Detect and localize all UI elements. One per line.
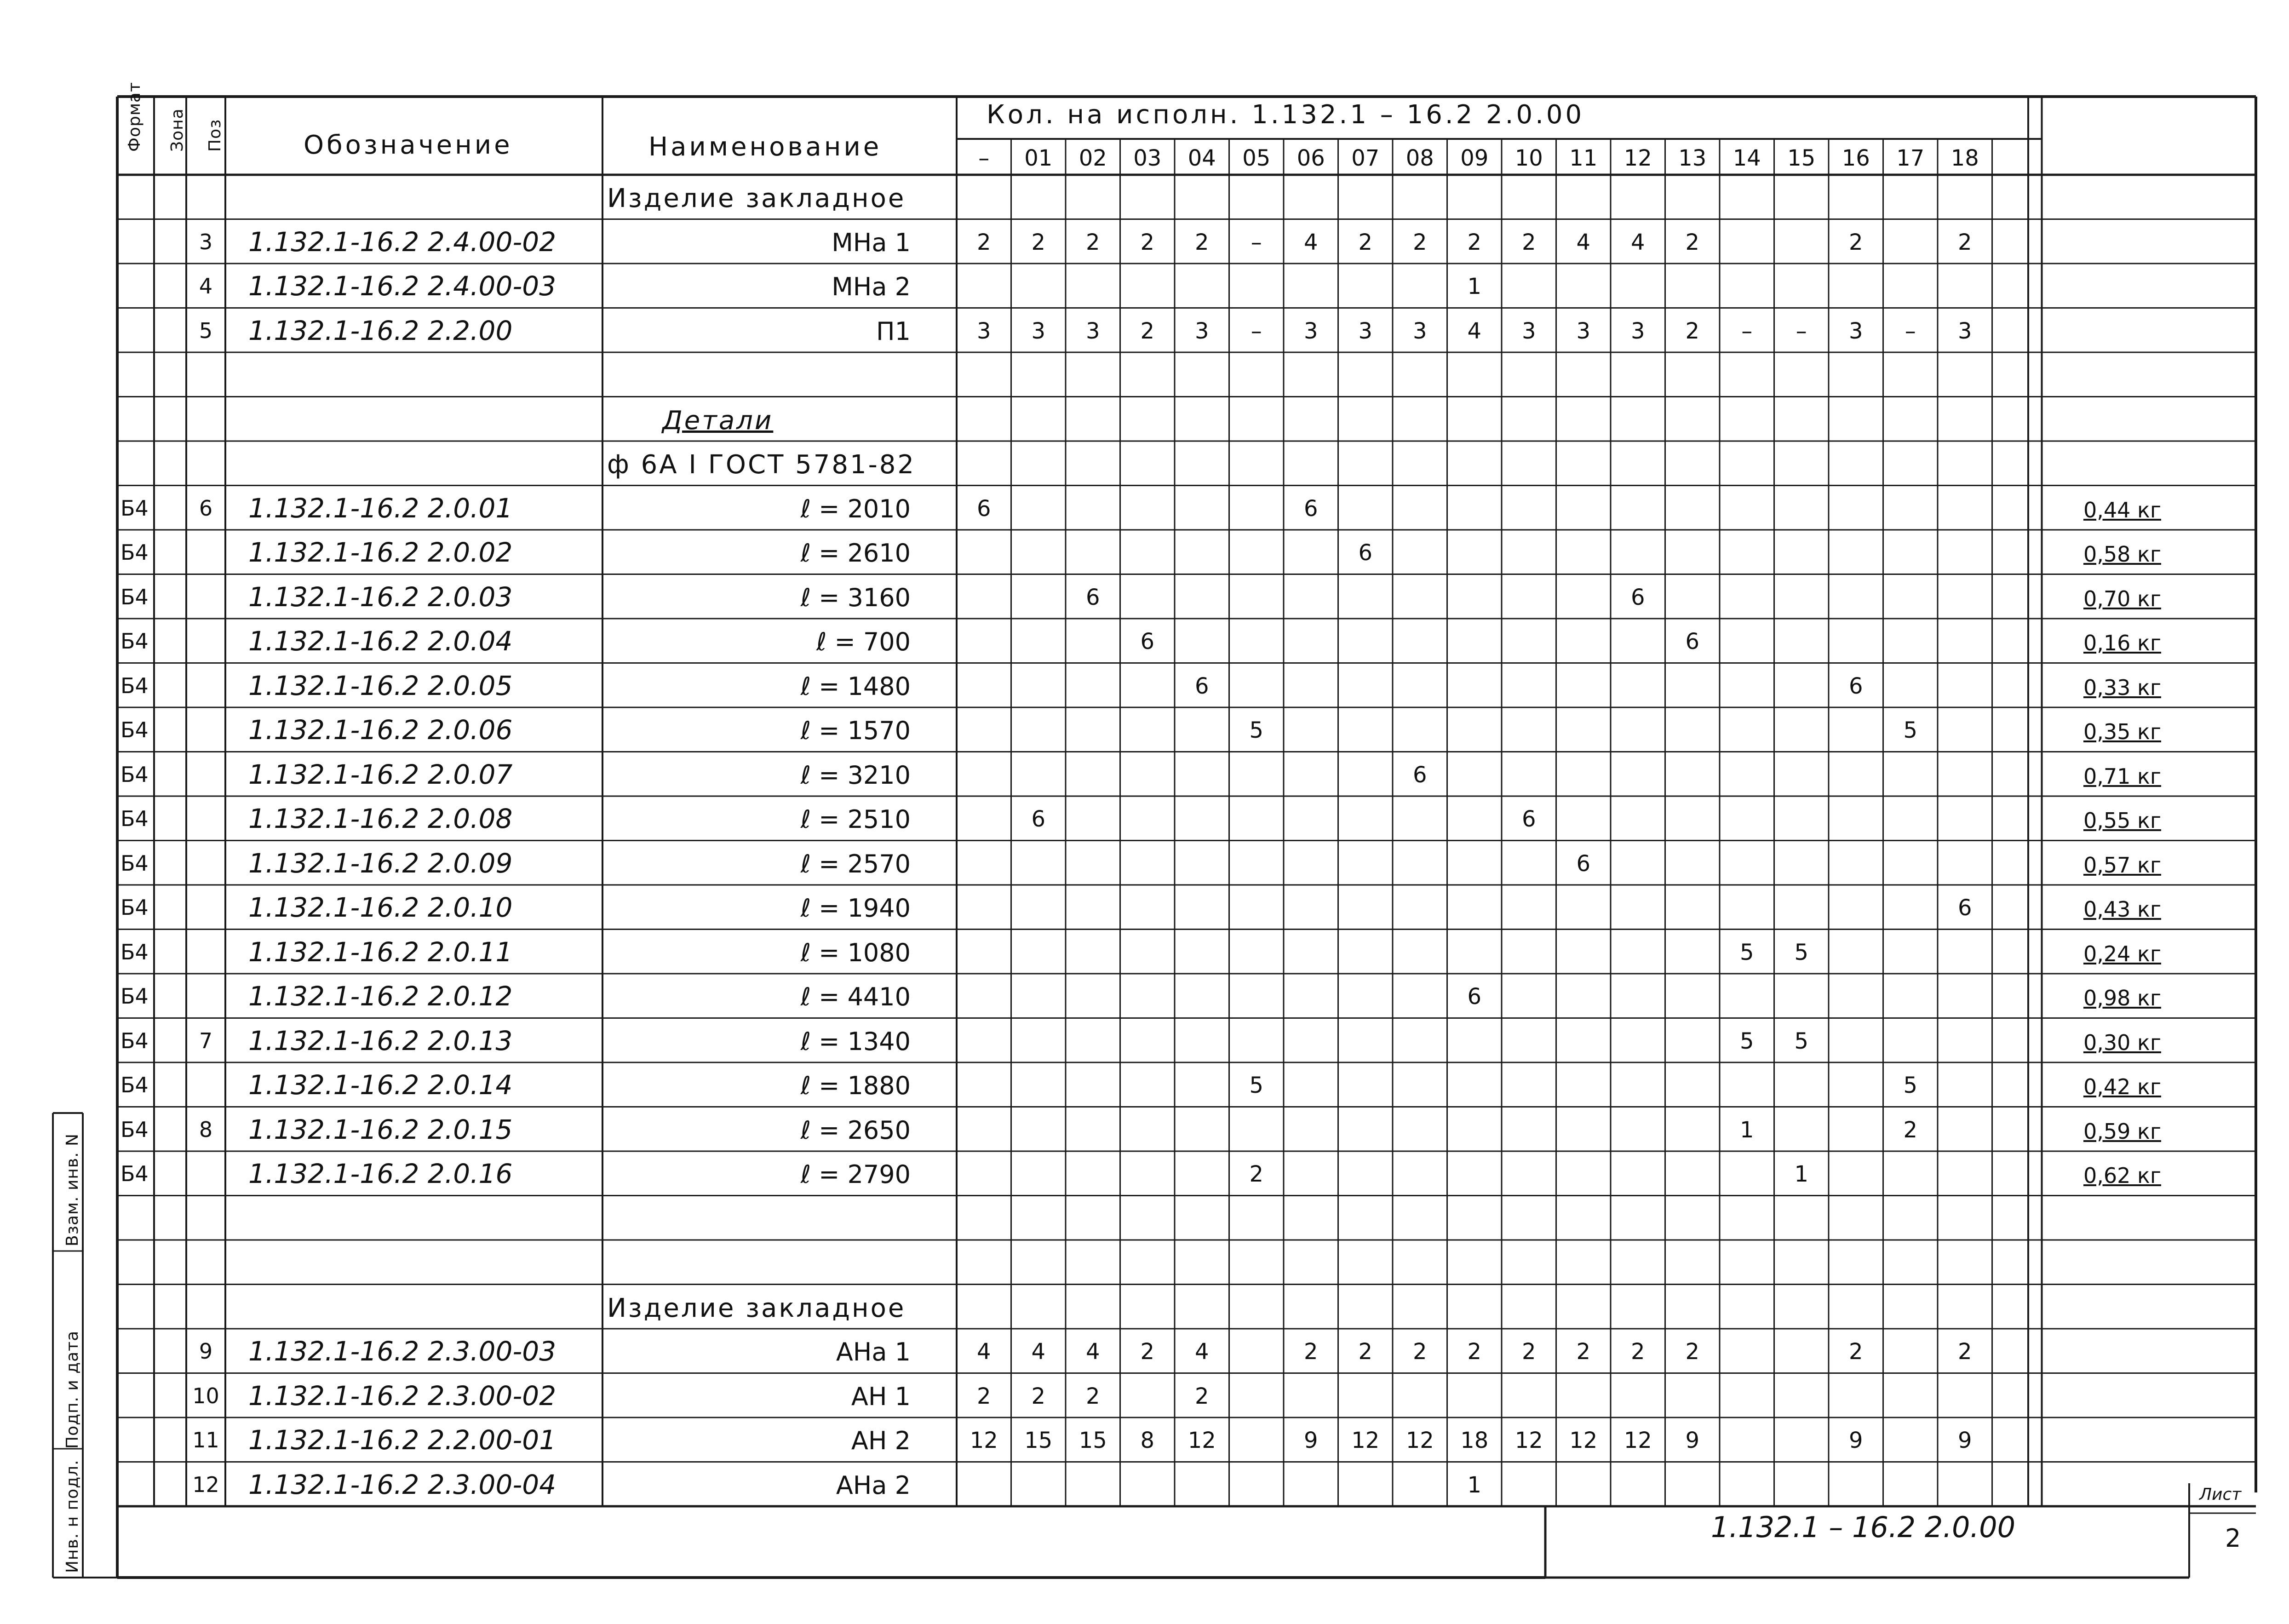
row-qty-cell: 2 bbox=[1140, 318, 1155, 344]
row-mass: 0,58 кг bbox=[2083, 542, 2161, 567]
row-designation: 1.132.1-16.2 2.0.02 bbox=[248, 537, 513, 568]
row-qty-cell: 2 bbox=[1848, 229, 1863, 255]
row-format: Б4 bbox=[120, 984, 149, 1009]
section-heading: Изделие закладное bbox=[607, 184, 906, 213]
row-name: ℓ = 1570 bbox=[800, 716, 911, 745]
row-qty-cell: 2 bbox=[1412, 229, 1427, 255]
variant-header: 11 bbox=[1569, 145, 1598, 171]
row-format: Б4 bbox=[120, 495, 149, 521]
row-position: 6 bbox=[199, 495, 213, 521]
row-qty-cell: 2 bbox=[1630, 1339, 1645, 1365]
row-qty-cell: 4 bbox=[1194, 1339, 1209, 1365]
left-stamp-sign-label: Подп. и дата bbox=[63, 1330, 82, 1449]
header-format-label: Формат bbox=[125, 81, 144, 152]
row-qty-cell: 5 bbox=[1903, 1073, 1918, 1098]
row-designation: 1.132.1-16.2 2.0.07 bbox=[248, 758, 513, 790]
row-qty-cell: 9 bbox=[1957, 1428, 1972, 1453]
row-qty-cell: 1 bbox=[1794, 1161, 1809, 1187]
row-qty-cell: 5 bbox=[1794, 1028, 1809, 1054]
row-qty-cell: 6 bbox=[1521, 806, 1536, 832]
row-qty-cell: 12 bbox=[1515, 1428, 1543, 1453]
row-name: ℓ = 1480 bbox=[800, 671, 911, 701]
row-name: ℓ = 2570 bbox=[800, 849, 911, 878]
row-qty-cell: 6 bbox=[1031, 806, 1046, 832]
row-qty-cell: 2 bbox=[1031, 1383, 1046, 1409]
row-designation: 1.132.1-16.2 2.0.16 bbox=[248, 1158, 513, 1189]
row-qty-cell: 2 bbox=[1140, 1339, 1155, 1365]
row-qty-cell: 15 bbox=[1079, 1428, 1107, 1453]
row-qty-cell: 5 bbox=[1739, 1028, 1754, 1054]
row-position: 3 bbox=[199, 229, 213, 254]
header-qty-title: Кол. на исполн. 1.132.1 – 16.2 2.0.00 bbox=[987, 100, 1585, 130]
variant-header: 14 bbox=[1733, 145, 1761, 171]
row-name: П1 bbox=[876, 316, 911, 346]
variant-header: 08 bbox=[1406, 145, 1434, 171]
row-qty-cell: 5 bbox=[1249, 1073, 1264, 1098]
row-qty-cell: 3 bbox=[1521, 318, 1536, 344]
variant-header: 18 bbox=[1951, 145, 1979, 171]
row-qty-cell: – bbox=[1905, 318, 1916, 344]
row-qty-cell: 12 bbox=[1351, 1428, 1380, 1453]
header-pos-label: Поз bbox=[206, 119, 224, 152]
row-qty-cell: 12 bbox=[1624, 1428, 1652, 1453]
variant-header: 02 bbox=[1079, 145, 1107, 171]
row-qty-cell: 2 bbox=[1194, 229, 1209, 255]
row-qty-cell: – bbox=[1796, 318, 1807, 344]
row-qty-cell: 3 bbox=[1848, 318, 1863, 344]
section-heading: Детали bbox=[662, 405, 774, 436]
row-qty-cell: 6 bbox=[1576, 850, 1591, 877]
row-name: АН 1 bbox=[851, 1382, 911, 1411]
variant-header: 16 bbox=[1842, 145, 1870, 171]
row-qty-cell: 2 bbox=[1358, 229, 1373, 255]
row-name: ℓ = 2510 bbox=[800, 805, 911, 834]
row-qty-cell: 4 bbox=[1630, 229, 1645, 255]
row-qty-cell: 4 bbox=[1303, 229, 1318, 255]
row-qty-cell: 6 bbox=[1412, 762, 1427, 788]
row-mass: 0,57 кг bbox=[2083, 852, 2161, 878]
row-name: ℓ = 4410 bbox=[800, 982, 911, 1011]
row-qty-cell: 12 bbox=[1406, 1428, 1434, 1453]
row-designation: 1.132.1-16.2 2.4.00-02 bbox=[248, 226, 556, 258]
row-qty-cell: 2 bbox=[1685, 229, 1700, 255]
row-mass: 0,43 кг bbox=[2083, 897, 2161, 922]
row-qty-cell: 5 bbox=[1249, 717, 1264, 743]
row-designation: 1.132.1-16.2 2.0.11 bbox=[248, 936, 513, 968]
row-qty-cell: 1 bbox=[1739, 1117, 1754, 1143]
variant-header: 10 bbox=[1515, 145, 1543, 171]
section-heading: ф 6А I ГОСТ 5781-82 bbox=[607, 450, 916, 480]
row-name: ℓ = 1940 bbox=[800, 894, 911, 923]
row-qty-cell: 8 bbox=[1140, 1428, 1155, 1453]
row-qty-cell: – bbox=[1251, 229, 1262, 255]
row-qty-cell: 18 bbox=[1460, 1428, 1489, 1453]
row-qty-cell: 3 bbox=[1303, 318, 1318, 344]
row-name: ℓ = 2010 bbox=[800, 494, 911, 523]
row-mass: 0,98 кг bbox=[2083, 986, 2161, 1010]
row-name: АНа 2 bbox=[836, 1470, 911, 1500]
row-mass: 0,55 кг bbox=[2083, 808, 2161, 833]
row-mass: 0,16 кг bbox=[2083, 631, 2161, 655]
row-qty-cell: 2 bbox=[1031, 229, 1046, 255]
row-qty-cell: 2 bbox=[1140, 229, 1155, 255]
row-qty-cell: 3 bbox=[1085, 318, 1100, 344]
row-qty-cell: 3 bbox=[976, 318, 991, 344]
row-qty-cell: 2 bbox=[1085, 229, 1100, 255]
row-designation: 1.132.1-16.2 2.0.12 bbox=[248, 981, 513, 1012]
row-mass: 0,33 кг bbox=[2083, 675, 2161, 700]
row-mass: 0,59 кг bbox=[2083, 1119, 2161, 1144]
row-format: Б4 bbox=[120, 629, 149, 654]
row-qty-cell: 2 bbox=[1685, 318, 1700, 344]
row-qty-cell: 2 bbox=[1085, 1383, 1100, 1409]
row-qty-cell: – bbox=[1251, 318, 1262, 344]
row-qty-cell: 12 bbox=[1569, 1428, 1598, 1453]
row-qty-cell: 2 bbox=[1576, 1339, 1591, 1365]
row-qty-cell: 6 bbox=[1085, 584, 1100, 610]
variant-header: 12 bbox=[1624, 145, 1652, 171]
row-qty-cell: 2 bbox=[1412, 1339, 1427, 1365]
row-name: ℓ = 3160 bbox=[800, 583, 911, 612]
sheet-label: Лист bbox=[2199, 1485, 2242, 1504]
variant-header: 17 bbox=[1896, 145, 1925, 171]
row-designation: 1.132.1-16.2 2.0.15 bbox=[248, 1113, 513, 1145]
row-designation: 1.132.1-16.2 2.0.10 bbox=[248, 892, 513, 923]
row-qty-cell: 6 bbox=[1358, 540, 1373, 566]
variant-header: – bbox=[978, 145, 990, 171]
row-designation: 1.132.1-16.2 2.4.00-03 bbox=[248, 270, 556, 302]
row-name: ℓ = 2650 bbox=[800, 1115, 911, 1145]
row-name: АН 2 bbox=[851, 1426, 911, 1455]
row-qty-cell: 3 bbox=[1576, 318, 1591, 344]
row-position: 4 bbox=[199, 274, 213, 298]
row-designation: 1.132.1-16.2 2.3.00-02 bbox=[248, 1380, 556, 1412]
row-qty-cell: 4 bbox=[1576, 229, 1591, 255]
left-stamp-inv-label: Инв. н подл. bbox=[63, 1459, 82, 1573]
row-designation: 1.132.1-16.2 2.0.13 bbox=[248, 1025, 513, 1056]
row-qty-cell: 2 bbox=[976, 229, 991, 255]
row-position: 9 bbox=[199, 1339, 213, 1364]
row-designation: 1.132.1-16.2 2.0.09 bbox=[248, 847, 513, 879]
row-name: ℓ = 3210 bbox=[800, 760, 911, 790]
row-qty-cell: 6 bbox=[1140, 629, 1155, 654]
variant-header: 03 bbox=[1133, 145, 1162, 171]
row-designation: 1.132.1-16.2 2.0.14 bbox=[248, 1069, 513, 1101]
row-qty-cell: 2 bbox=[1957, 1339, 1972, 1365]
row-designation: 1.132.1-16.2 2.0.08 bbox=[248, 803, 513, 834]
row-qty-cell: 9 bbox=[1848, 1428, 1863, 1453]
row-format: Б4 bbox=[120, 939, 149, 964]
variant-header: 15 bbox=[1787, 145, 1816, 171]
row-qty-cell: 4 bbox=[1085, 1339, 1100, 1365]
row-mass: 0,42 кг bbox=[2083, 1074, 2161, 1099]
row-mass: 0,44 кг bbox=[2083, 497, 2161, 522]
row-qty-cell: 3 bbox=[1412, 318, 1427, 344]
row-qty-cell: 4 bbox=[976, 1339, 991, 1365]
row-name: ℓ = 2790 bbox=[800, 1160, 911, 1189]
row-qty-cell: 2 bbox=[1521, 1339, 1536, 1365]
row-qty-cell: 6 bbox=[1194, 673, 1209, 699]
variant-header: 01 bbox=[1024, 145, 1053, 171]
sheet-number: 2 bbox=[2225, 1524, 2241, 1553]
row-format: Б4 bbox=[120, 1073, 149, 1097]
row-format: Б4 bbox=[120, 895, 149, 920]
row-qty-cell: 2 bbox=[1467, 229, 1482, 255]
title-block-code: 1.132.1 – 16.2 2.0.00 bbox=[1711, 1510, 2016, 1544]
row-mass: 0,62 кг bbox=[2083, 1163, 2161, 1188]
section-heading: Изделие закладное bbox=[607, 1293, 906, 1323]
variant-header: 09 bbox=[1460, 145, 1489, 171]
row-format: Б4 bbox=[120, 584, 149, 609]
row-format: Б4 bbox=[120, 673, 149, 698]
row-qty-cell: 2 bbox=[1194, 1383, 1209, 1409]
row-qty-cell: 2 bbox=[1903, 1117, 1918, 1143]
row-qty-cell: 6 bbox=[1630, 584, 1645, 610]
row-name: МНа 2 bbox=[832, 272, 911, 301]
variant-header: 05 bbox=[1242, 145, 1271, 171]
row-qty-cell: 5 bbox=[1794, 939, 1809, 965]
row-qty-cell: 2 bbox=[1467, 1339, 1482, 1365]
row-name: МНа 1 bbox=[832, 228, 911, 257]
row-qty-cell: 6 bbox=[1685, 629, 1700, 654]
row-qty-cell: 15 bbox=[1024, 1428, 1053, 1453]
row-designation: 1.132.1-16.2 2.0.05 bbox=[248, 670, 513, 701]
variant-header: 07 bbox=[1351, 145, 1380, 171]
row-format: Б4 bbox=[120, 1161, 149, 1186]
row-qty-cell: 12 bbox=[970, 1428, 998, 1453]
row-qty-cell: 2 bbox=[976, 1383, 991, 1409]
row-name: ℓ = 700 bbox=[816, 627, 911, 656]
row-designation: 1.132.1-16.2 2.3.00-04 bbox=[248, 1469, 556, 1500]
row-qty-cell: 2 bbox=[1358, 1339, 1373, 1365]
row-qty-cell: 5 bbox=[1739, 939, 1754, 965]
row-qty-cell: 6 bbox=[976, 495, 991, 522]
row-position: 5 bbox=[199, 318, 213, 343]
row-designation: 1.132.1-16.2 2.0.01 bbox=[248, 492, 513, 524]
row-qty-cell: 2 bbox=[1521, 229, 1536, 255]
row-qty-cell: 1 bbox=[1467, 1472, 1482, 1498]
header-name-label: Наименование bbox=[648, 132, 882, 162]
row-format: Б4 bbox=[120, 762, 149, 787]
row-qty-cell: 4 bbox=[1031, 1339, 1046, 1365]
row-qty-cell: 6 bbox=[1848, 673, 1863, 699]
row-format: Б4 bbox=[120, 717, 149, 742]
row-format: Б4 bbox=[120, 1117, 149, 1142]
row-designation: 1.132.1-16.2 2.0.03 bbox=[248, 581, 513, 613]
row-qty-cell: 4 bbox=[1467, 318, 1482, 344]
row-qty-cell: 2 bbox=[1249, 1161, 1264, 1187]
header-designation-label: Обозначение bbox=[304, 130, 513, 160]
variant-header: 06 bbox=[1297, 145, 1325, 171]
row-qty-cell: 1 bbox=[1467, 274, 1482, 299]
variant-header: 13 bbox=[1678, 145, 1707, 171]
variant-header: 04 bbox=[1188, 145, 1216, 171]
row-designation: 1.132.1-16.2 2.2.00 bbox=[248, 315, 513, 346]
row-designation: 1.132.1-16.2 2.0.06 bbox=[248, 714, 513, 746]
row-qty-cell: – bbox=[1741, 318, 1753, 344]
row-name: ℓ = 1880 bbox=[800, 1071, 911, 1100]
row-qty-cell: 6 bbox=[1957, 895, 1972, 921]
row-designation: 1.132.1-16.2 2.3.00-03 bbox=[248, 1336, 556, 1367]
row-name: ℓ = 1340 bbox=[800, 1027, 911, 1056]
row-qty-cell: 3 bbox=[1031, 318, 1046, 344]
row-name: ℓ = 2610 bbox=[800, 539, 911, 568]
row-qty-cell: 3 bbox=[1194, 318, 1209, 344]
row-format: Б4 bbox=[120, 806, 149, 831]
row-position: 10 bbox=[192, 1383, 219, 1408]
row-qty-cell: 9 bbox=[1685, 1428, 1700, 1453]
row-qty-cell: 12 bbox=[1188, 1428, 1216, 1453]
row-mass: 0,35 кг bbox=[2083, 719, 2161, 744]
row-mass: 0,70 кг bbox=[2083, 586, 2161, 611]
row-position: 7 bbox=[199, 1028, 213, 1053]
row-name: ℓ = 1080 bbox=[800, 938, 911, 967]
row-qty-cell: 9 bbox=[1303, 1428, 1318, 1453]
row-qty-cell: 2 bbox=[1685, 1339, 1700, 1365]
row-qty-cell: 6 bbox=[1467, 984, 1482, 1010]
row-mass: 0,24 кг bbox=[2083, 941, 2161, 966]
row-position: 11 bbox=[192, 1428, 219, 1452]
row-position: 12 bbox=[192, 1472, 219, 1497]
row-qty-cell: 6 bbox=[1303, 495, 1318, 522]
row-qty-cell: 2 bbox=[1848, 1339, 1863, 1365]
row-qty-cell: 2 bbox=[1303, 1339, 1318, 1365]
row-qty-cell: 3 bbox=[1957, 318, 1972, 344]
row-qty-cell: 2 bbox=[1957, 229, 1972, 255]
row-designation: 1.132.1-16.2 2.0.04 bbox=[248, 625, 513, 657]
row-mass: 0,71 кг bbox=[2083, 763, 2161, 789]
row-qty-cell: 5 bbox=[1903, 717, 1918, 743]
row-qty-cell: 3 bbox=[1358, 318, 1373, 344]
row-format: Б4 bbox=[120, 850, 149, 876]
left-stamp-replace-label: Взам. инв. N bbox=[63, 1133, 82, 1246]
row-format: Б4 bbox=[120, 540, 149, 565]
header-zone-label: Зона bbox=[168, 108, 187, 152]
row-name: АНа 1 bbox=[836, 1337, 911, 1366]
row-qty-cell: 3 bbox=[1630, 318, 1645, 344]
row-mass: 0,30 кг bbox=[2083, 1030, 2161, 1055]
row-format: Б4 bbox=[120, 1028, 149, 1053]
row-position: 8 bbox=[199, 1117, 213, 1142]
row-designation: 1.132.1-16.2 2.2.00-01 bbox=[248, 1424, 556, 1456]
